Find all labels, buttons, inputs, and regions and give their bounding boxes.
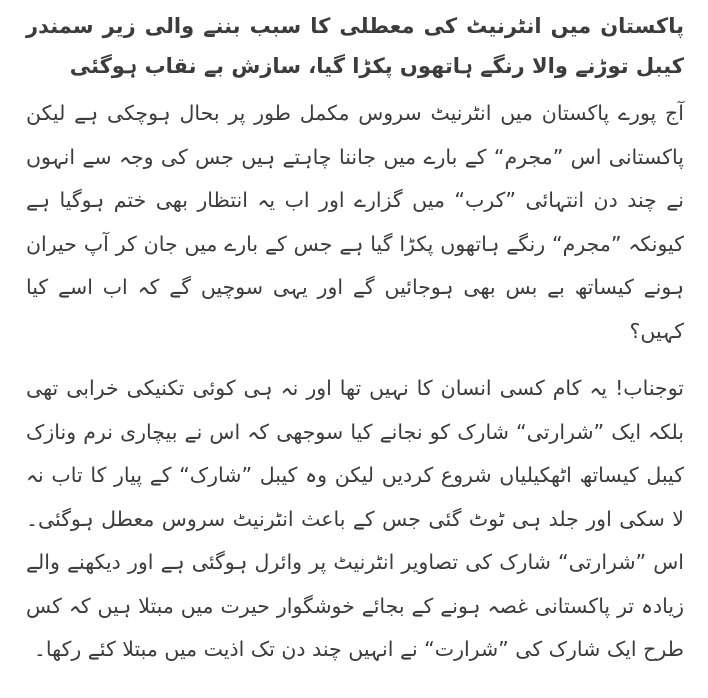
article-headline: پاکستان میں انٹرنیٹ کی معطلی کا سبب بننے والی زیر سمندر کیبل توڑنے والا رنگے ہاتھوں پکڑا گیا، سازش بے نقاب ہوگئی xyxy=(26,14,684,78)
article-paragraph-1: آج پورے پاکستان میں انٹرنیٹ سروس مکمل طور پر بحال ہوچکی ہے لیکن پاکستانی اس ”مجرم“ کے بارے میں جاننا چاہتے ہیں جس کی وجہ سے انہوں نے چند دن انتہائی ”کرب“ میں گزارے اور اب یہ انتظار بھی ختم ہوگیا ہے کیونکہ ”مجرم“ رنگے ہاتھوں پکڑا گیا ہے جس کے بارے میں جان کر آپ حیران ہونے کیساتھ بے بس بھی ہوجائیں گے اور یہی سوچیں گے کہ اب اسے کیا کہیں؟ xyxy=(26,101,684,343)
article-paragraph-2: توجناب! یہ کام کسی انسان کا نہیں تھا اور نہ ہی کوئی تکنیکی خرابی تھی بلکہ ایک ”شرارتی“ شارک کو نجانے کیا سوجھی کہ اس نے بیچاری نرم ونازک کیبل کیساتھ اٹھکیلیاں شروع کردیں لیکن وہ کیبل ”شارک“ کے پیار کا تاب نہ لا سکی اور جلد ہی ٹوٹ گئی جس کے باعث انٹرنیٹ سروس معطل ہوگئی۔ اس ”شرارتی“ شارک کی تصاویر انٹرنیٹ پر وائرل ہوگئی ہے اور دیکھنے والے زیادہ تر پاکستانی غصہ ہونے کے بجائے خوشگوار حیرت میں مبتلا ہیں کہ کس طرح ایک شارک کی ”شرارت“ نے انہیں چند دن تک اذیت میں مبتلا کئے رکھا۔ xyxy=(26,376,684,661)
